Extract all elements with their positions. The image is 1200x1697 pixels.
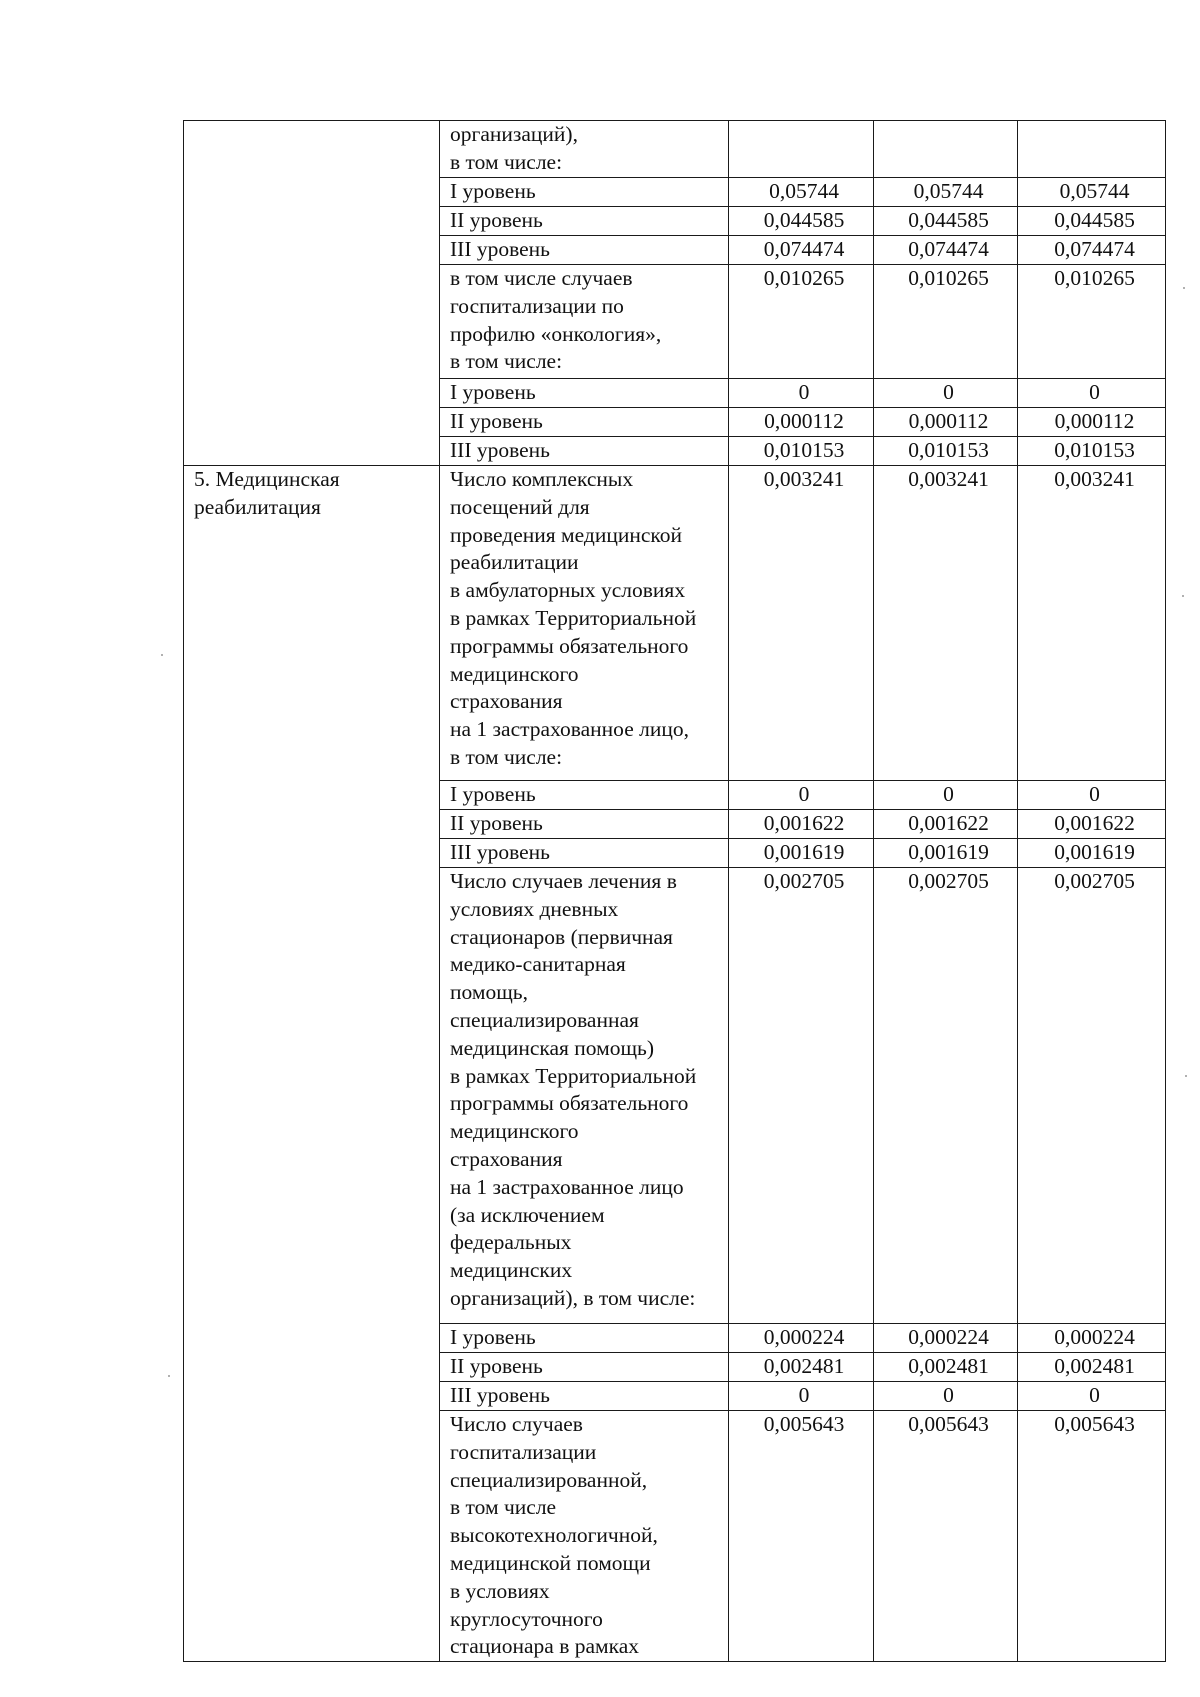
table-row <box>184 466 1166 781</box>
indicator-label: II уровень <box>440 207 729 236</box>
value-cell: 0,010153 <box>729 437 874 466</box>
indicator-label: I уровень <box>440 781 729 810</box>
indicator-label: Число комплексных посещений для проведения медицинской реабилитации в амбулаторных условиях в рамках Территориальной программы обязательного медицинского страхования на 1 застрахованное лицо, в том числе: <box>440 466 729 781</box>
indicator-label: III уровень <box>440 839 729 868</box>
indicator-label: организаций), в том числе: <box>440 121 729 178</box>
scan-speck <box>168 1375 170 1377</box>
value-cell: 0,003241 <box>874 466 1018 781</box>
value-cell: 0,000112 <box>729 408 874 437</box>
value-cell: 0 <box>874 781 1018 810</box>
value-cell: 0,044585 <box>729 207 874 236</box>
value-cell: 0,000224 <box>874 1324 1018 1353</box>
norms-table <box>183 120 1166 1662</box>
value-cell: 0,002481 <box>874 1353 1018 1382</box>
value-cell: 0,074474 <box>1018 236 1166 265</box>
value-cell: 0,001619 <box>874 839 1018 868</box>
scan-speck <box>1182 595 1184 597</box>
indicator-label: II уровень <box>440 810 729 839</box>
value-cell: 0,010265 <box>874 265 1018 379</box>
value-cell: 0 <box>1018 379 1166 408</box>
value-cell: 0,000112 <box>1018 408 1166 437</box>
value-cell: 0,002705 <box>874 868 1018 1324</box>
indicator-label: в том числе случаев госпитализации по профилю «онкология», в том числе: <box>440 265 729 379</box>
value-cell: 0,002705 <box>1018 868 1166 1324</box>
value-cell: 0,074474 <box>874 236 1018 265</box>
value-cell: 0 <box>874 1382 1018 1411</box>
value-cell: 0,000224 <box>1018 1324 1166 1353</box>
value-cell: 0 <box>1018 1382 1166 1411</box>
value-cell: 0,002481 <box>1018 1353 1166 1382</box>
value-cell: 0,05744 <box>1018 178 1166 207</box>
scan-speck <box>161 654 163 656</box>
indicator-label: III уровень <box>440 437 729 466</box>
indicator-label: III уровень <box>440 236 729 265</box>
value-cell: 0,003241 <box>1018 466 1166 781</box>
value-cell <box>729 121 874 178</box>
scan-speck <box>1183 287 1185 289</box>
value-cell: 0,000224 <box>729 1324 874 1353</box>
value-cell: 0,002481 <box>729 1353 874 1382</box>
value-cell: 0,005643 <box>1018 1411 1166 1662</box>
value-cell: 0,074474 <box>729 236 874 265</box>
indicator-label: II уровень <box>440 408 729 437</box>
section-cell <box>184 121 440 466</box>
indicator-label: Число случаев госпитализации специализированной, в том числе высокотехнологичной, медицинской помощи в условиях круглосуточного стационара в рамках <box>440 1411 729 1662</box>
section-cell: 5. Медицинская реабилитация <box>184 466 440 1662</box>
indicator-label: I уровень <box>440 178 729 207</box>
norms-table-body <box>184 121 1166 1662</box>
value-cell <box>1018 121 1166 178</box>
value-cell: 0 <box>729 379 874 408</box>
value-cell: 0,001622 <box>1018 810 1166 839</box>
indicator-label: I уровень <box>440 379 729 408</box>
value-cell <box>874 121 1018 178</box>
value-cell: 0,044585 <box>874 207 1018 236</box>
value-cell: 0,003241 <box>729 466 874 781</box>
value-cell: 0,002705 <box>729 868 874 1324</box>
table-row <box>184 121 1166 178</box>
indicator-label: Число случаев лечения в условиях дневных стационаров (первичная медико-санитарная помощь, специализированная медицинская помощь) в рамках Территориальной программы обязательного медицинского страхования на 1 застрахованное лицо (за исключением федеральных медицинских организаций), в том числе: <box>440 868 729 1324</box>
value-cell: 0,005643 <box>729 1411 874 1662</box>
value-cell: 0,044585 <box>1018 207 1166 236</box>
value-cell: 0,000112 <box>874 408 1018 437</box>
indicator-label: II уровень <box>440 1353 729 1382</box>
value-cell: 0,005643 <box>874 1411 1018 1662</box>
value-cell: 0,05744 <box>874 178 1018 207</box>
value-cell: 0 <box>874 379 1018 408</box>
value-cell: 0,001619 <box>1018 839 1166 868</box>
value-cell: 0,010265 <box>1018 265 1166 379</box>
indicator-label: III уровень <box>440 1382 729 1411</box>
indicator-label: I уровень <box>440 1324 729 1353</box>
scan-speck <box>1185 1075 1187 1077</box>
value-cell: 0 <box>729 1382 874 1411</box>
value-cell: 0,010153 <box>874 437 1018 466</box>
value-cell: 0 <box>1018 781 1166 810</box>
value-cell: 0,001622 <box>729 810 874 839</box>
value-cell: 0,010265 <box>729 265 874 379</box>
value-cell: 0,05744 <box>729 178 874 207</box>
value-cell: 0,001622 <box>874 810 1018 839</box>
value-cell: 0,001619 <box>729 839 874 868</box>
value-cell: 0,010153 <box>1018 437 1166 466</box>
value-cell: 0 <box>729 781 874 810</box>
